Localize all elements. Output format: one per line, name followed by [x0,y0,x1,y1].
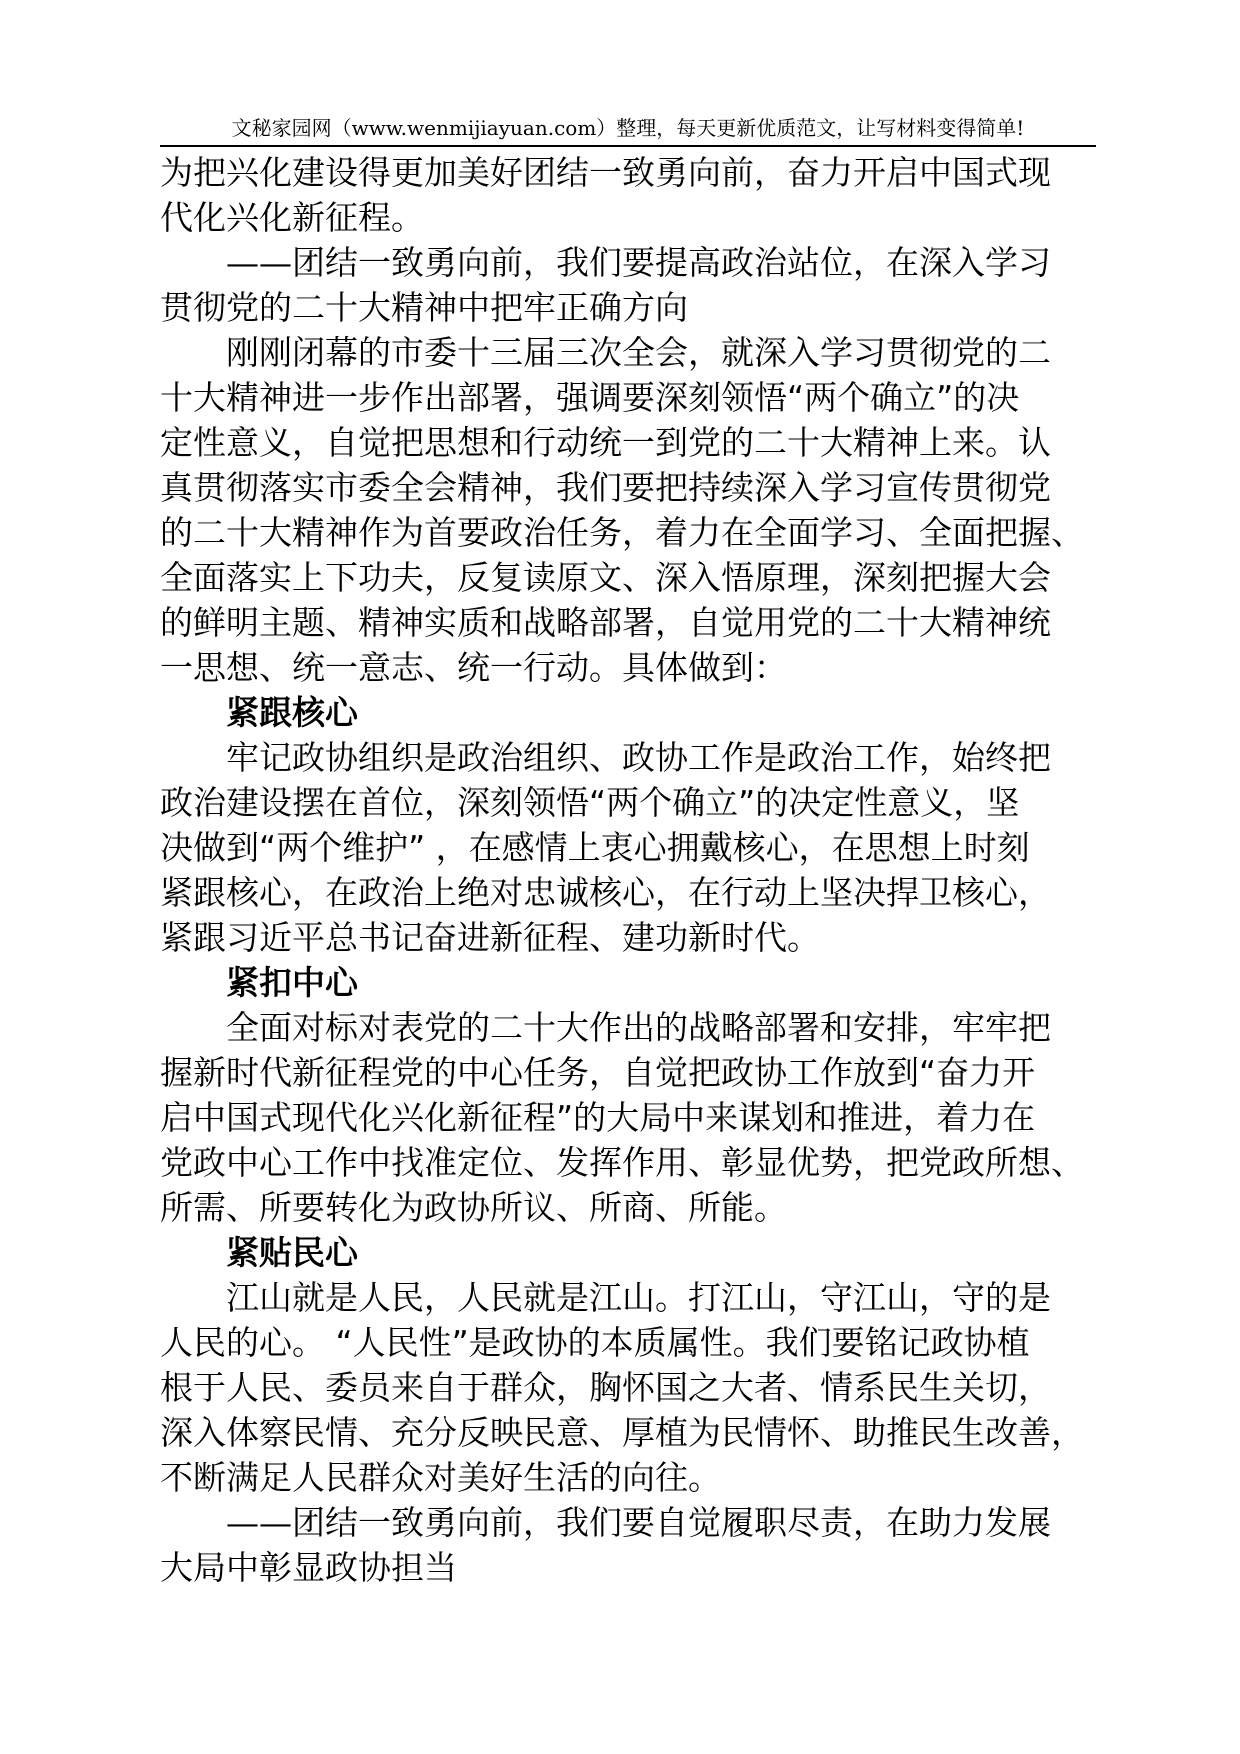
header-rule [160,145,1096,147]
section-lead-line: ——团结一致勇向前，我们要提高政治站位，在深入学习 [226,243,1051,282]
section-lead-line: ——团结一致勇向前，我们要自觉履职尽责，在助力发展 [226,1503,1051,1542]
paragraph-line: 江山就是人民，人民就是江山。打江山，守江山，守的是 [226,1278,1051,1317]
paragraph-line: 握新时代新征程党的中心任务，自觉把政协工作放到“奋力开 [160,1053,1036,1092]
paragraph-line: 政治建设摆在首位，深刻领悟“两个确立”的决定性意义，坚 [160,783,1020,822]
subheading: 紧扣中心 [226,963,358,1002]
page-header: 文秘家园网（www.wenmijiayuan.com）整理，每天更新优质范文，让写材料变得简单! [231,116,1025,140]
paragraph-line: 定性意义，自觉把思想和行动统一到党的二十大精神上来。认 [160,423,1051,462]
paragraph-line: 真贯彻落实市委全会精神，我们要把持续深入学习宣传贯彻党 [160,468,1051,507]
paragraph-line: 十大精神进一步作出部署，强调要深刻领悟“两个确立”的决 [160,378,1020,417]
paragraph-line: 为把兴化建设得更加美好团结一致勇向前，奋力开启中国式现 [160,153,1051,192]
paragraph-line: 启中国式现代化兴化新征程”的大局中来谋划和推进，着力在 [160,1098,1036,1137]
section-lead-line: 大局中彰显政协担当 [160,1548,457,1587]
paragraph-line: 决做到“两个维护” ，在感情上衷心拥戴核心，在思想上时刻 [160,828,1030,867]
paragraph-line: 深入体察民情、充分反映民意、厚植为民情怀、助推民生改善， [160,1413,1084,1452]
paragraph-line: 所需、所要转化为政协所议、所商、所能。 [160,1188,787,1227]
paragraph-line: 党政中心工作中找准定位、发挥作用、彰显优势，把党政所想、 [160,1143,1084,1182]
paragraph-line: 的二十大精神作为首要政治任务，着力在全面学习、全面把握、 [160,513,1084,552]
paragraph-line: 一思想、统一意志、统一行动。具体做到： [160,648,787,687]
paragraph-line: 刚刚闭幕的市委十三届三次全会，就深入学习贯彻党的二 [226,333,1051,372]
paragraph-line: 人民的心。 “人民性”是政协的本质属性。我们要铭记政协植 [160,1323,1030,1362]
section-lead-line: 贯彻党的二十大精神中把牢正确方向 [160,288,688,327]
paragraph-line: 紧跟习近平总书记奋进新征程、建功新时代。 [160,918,820,957]
body-text [160,150,1120,1590]
paragraph-line: 根于人民、委员来自于群众，胸怀国之大者、情系民生关切， [160,1368,1051,1407]
paragraph-line: 紧跟核心，在政治上绝对忠诚核心，在行动上坚决捍卫核心， [160,873,1051,912]
subheading: 紧贴民心 [226,1233,358,1272]
paragraph-line: 的鲜明主题、精神实质和战略部署，自觉用党的二十大精神统 [160,603,1051,642]
paragraph-line: 牢记政协组织是政治组织、政协工作是政治工作，始终把 [226,738,1051,777]
paragraph-line: 不断满足人民群众对美好生活的向往。 [160,1458,721,1497]
subheading: 紧跟核心 [226,693,358,732]
paragraph-line: 代化兴化新征程。 [160,198,424,237]
paragraph-line: 全面落实上下功夫，反复读原文、深入悟原理，深刻把握大会 [160,558,1051,597]
paragraph-line: 全面对标对表党的二十大作出的战略部署和安排，牢牢把 [226,1008,1051,1047]
